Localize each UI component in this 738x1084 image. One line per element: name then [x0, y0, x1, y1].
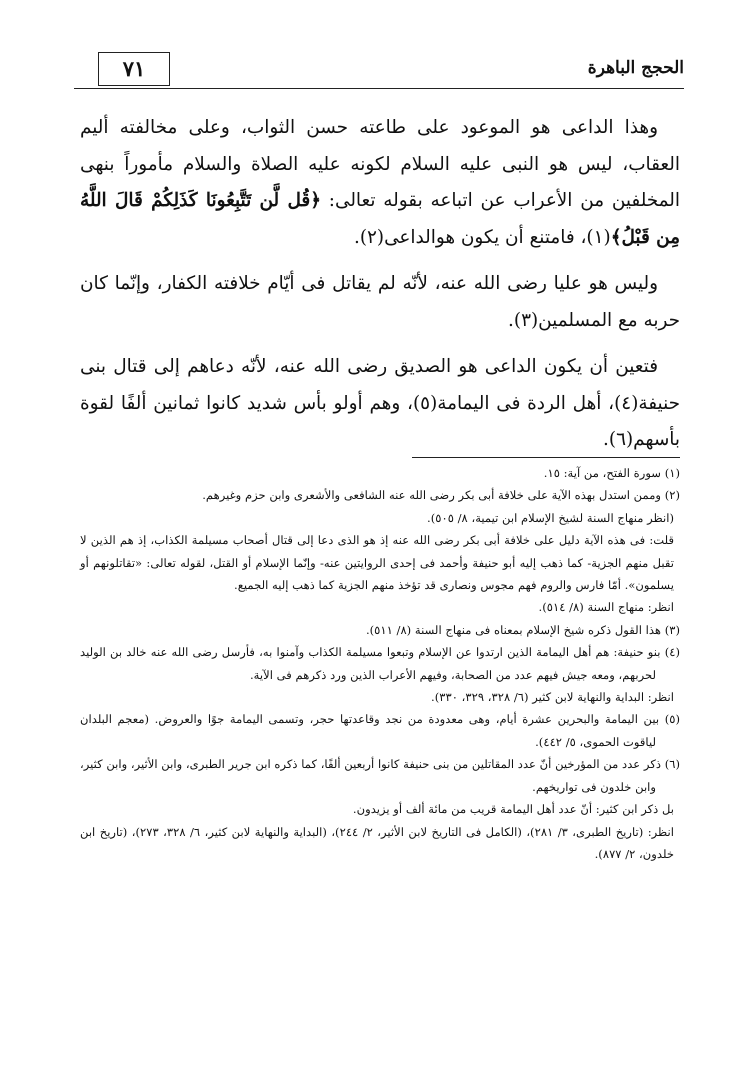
- page-header: [74, 48, 684, 89]
- footnote-2-reference-2: انظر: منهاج السنة (٨/ ٥١٤).: [538, 600, 674, 615]
- page-number: ٧١: [98, 52, 170, 86]
- footnote-6-note: بل ذكر ابن كثير: أنّ عدد أهل اليمامة قريب من مائة ألف أو يزيدون.: [352, 802, 674, 817]
- running-title: الحجج الباهرة: [587, 58, 684, 78]
- paragraph-3: فتعين أن يكون الداعى هو الصديق رضى الله عنه، لأنّه دعاهم إلى قتال بنى حنيفة(٤)، أهل الردة فى اليمامة(٥)، وهم أولو بأس شديد كانوا ثمانين ألفًا لقوة بأسهم(٦).: [80, 356, 680, 450]
- footnote-5: (٥) بين اليمامة والبحرين عشرة أيام، وهى معدودة من نجد وقاعدتها حجر، وتسمى اليمامة جوًا والعروض. (معجم البلدان لياقوت الحموى، ٥/ ٤٤٢).: [80, 712, 680, 749]
- footnote-1: (١) سورة الفتح، من آية: ١٥.: [543, 466, 680, 480]
- paragraph-1-tail: (١)، فامتنع أن يكون هوالداعى(٢).: [354, 226, 611, 248]
- footnotes: [80, 462, 680, 865]
- footnote-separator: [412, 457, 680, 458]
- footnote-6-reference: انظر: (تاريخ الطبرى، ٣/ ٢٨١)، (الكامل فى التاريخ لابن الأثير، ٢/ ٢٤٤)، (البداية والنهاية لابن كثير، ٦/ ٣٢٨، ٢٧٣)، (تاريخ ابن خلدون، ٢/ ٨٧٧).: [80, 824, 674, 861]
- main-text: [80, 110, 680, 469]
- footnote-4: (٤) بنو حنيفة: هم أهل اليمامة الذين ارتدوا عن الإسلام وتبعوا مسيلمة الكذاب وآمنوا به، فأرسل رضى الله عنه خالد بن الوليد لحربهم، ومعه جيش فيهم عدد من الصحابة، وفيهم الأعراب الذين ورد ذكرهم فى الآية.: [80, 645, 680, 682]
- footnote-2-reference: (انظر منهاج السنة لشيخ الإسلام ابن تيمية، ٨/ ٥٠٥).: [427, 510, 674, 525]
- paragraph-2: وليس هو عليا رضى الله عنه، لأنّه لم يقاتل فى أيّام خلافته الكفار، وإنّما كان حربه مع المسلمين(٣).: [80, 273, 680, 331]
- quran-verse: ﴿قُل لَّن تَتَّبِعُونَا كَذَلِكُمْ قَالَ اللَّهُ مِن قَبْلُ﴾: [80, 190, 680, 248]
- footnote-3: (٣) هذا القول ذكره شيخ الإسلام بمعناه فى منهاج السنة (٨/ ٥١١).: [365, 622, 680, 637]
- footnote-2: (٢) وممن استدل بهذه الآية على خلافة أبى بكر رضى الله عنه الشافعى والأشعرى وابن حزم وغيرهم.: [202, 488, 680, 503]
- paragraph-1-text: وهذا الداعى هو الموعود على طاعته حسن الثواب، وعلى مخالفته أليم العقاب، ليس هو النبى عليه السلام لكونه عليه الصلاة والسلام مأموراً بنهى المخلفين من الأعراب عن اتباعه بقوله تعالى:: [80, 117, 680, 211]
- paragraph-1: [80, 110, 680, 256]
- footnote-6: (٦) ذكر عدد من المؤرخين أنّ عدد المقاتلين من بنى حنيفة كانوا أربعين ألفًا، كما ذكره ابن جرير الطبرى، وابن الأثير، وابن كثير، وابن خلدون فى تواريخهم.: [80, 757, 680, 794]
- footnote-2-comment: قلت: فى هذه الآية دليل على خلافة أبى بكر رضى الله عنه إذ هو الذى دعا إلى قتال أصحاب مسيلمة الكذاب، إذ هم الذين لا تقبل منهم الجزية- كما ذهب إليه أبو حنيفة وأحمد فى إحدى الروايتين عنه- وإنّما الإسلام أو القتل، لقوله تعالى: «تقاتلونهم أو يسلمون». أمّا فارس والروم فهم مجوس ونصارى قد تؤخذ منهم الجزية كما ذهب إليه الجميع.: [80, 533, 674, 593]
- footnote-4-reference: انظر: البداية والنهاية لابن كثير (٦/ ٣٢٨، ٣٢٩، ٣٣٠).: [431, 690, 674, 705]
